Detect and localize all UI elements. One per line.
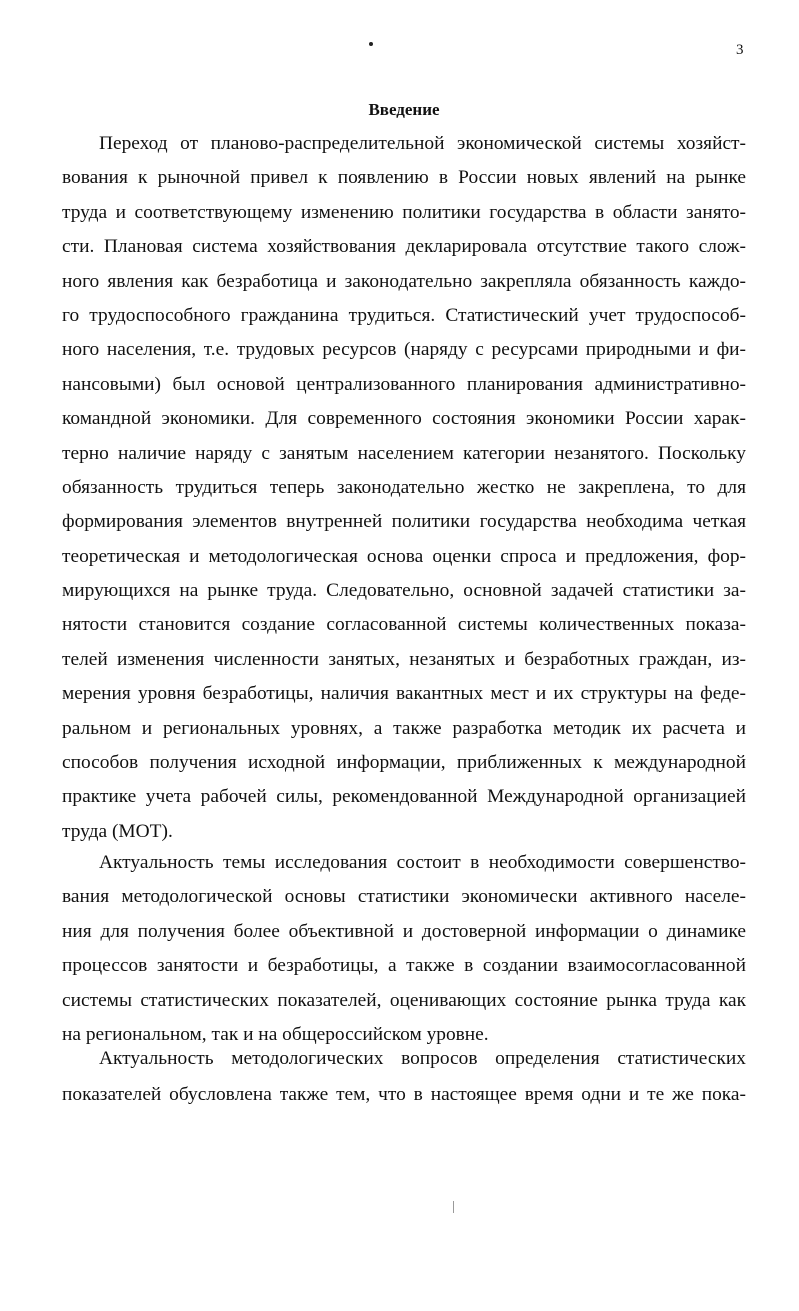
- text-line: вования к рыночной привел к появлению в России новых явлений на рынке: [62, 167, 746, 189]
- text-line: ного населения, т.е. трудовых ресурсов (наряду с ресурсами природными и фи-: [62, 339, 746, 361]
- text-line: ния для получения более объективной и достоверной информации о динамике: [62, 920, 746, 942]
- text-line: нансовыми) был основой централизованного планирования административно-: [62, 373, 746, 395]
- text-line: командной экономики. Для современного состояния экономики России харак-: [62, 408, 746, 430]
- page-title: Введение: [368, 100, 440, 119]
- text-line: нятости становится создание согласованной системы количественных показа-: [62, 614, 746, 636]
- paragraph-methodology: [62, 1041, 746, 1113]
- text-line: процессов занятости и безработицы, а также в создании взаимосогласованной: [62, 955, 746, 977]
- page-number: 3: [736, 42, 744, 58]
- text-line: теоретическая и методологическая основа оценки спроса и предложения, фор-: [62, 545, 746, 567]
- text-line: мерения уровня безработицы, наличия вакантных мест и их структуры на феде-: [62, 683, 746, 705]
- text-line: мирующихся на рынке труда. Следовательно, основной задачей статистики за-: [62, 580, 746, 602]
- text-line: Актуальность темы исследования состоит в необходимости совершенство-: [99, 852, 746, 873]
- text-line: вания методологической основы статистики экономически активного населе-: [62, 886, 746, 908]
- text-line: на региональном, так и на общероссийском уровне.: [62, 1023, 489, 1045]
- text-line: формирования элементов внутренней политики государства необходима четкая: [62, 511, 746, 533]
- text-line: телей изменения численности занятых, незанятых и безработных граждан, из-: [62, 648, 746, 670]
- text-line: терно наличие наряду с занятым населением категории незанятого. Поскольку: [62, 442, 746, 464]
- text-line: системы статистических показателей, оценивающих состояние рынка труда как: [62, 989, 746, 1011]
- paragraph-intro: [62, 127, 746, 849]
- paragraph-relevance: [62, 846, 746, 1052]
- text-line: практике учета рабочей силы, рекомендованной Международной организацией: [62, 786, 746, 808]
- text-line: труда и соответствующему изменению политики государства в области занято-: [62, 201, 746, 223]
- text-line: сти. Плановая система хозяйствования декларировала отсутствие такого слож-: [62, 236, 746, 258]
- scan-artifact-tick: [453, 1201, 454, 1213]
- text-line: ральном и региональных уровнях, а также разработка методик их расчета и: [62, 717, 746, 739]
- text-line: труда (МОТ).: [62, 820, 173, 842]
- scan-artifact-dot: [369, 42, 373, 46]
- text-line: Актуальность методологических вопросов определения статистических: [99, 1048, 746, 1069]
- text-line: ного явления как безработица и законодательно закрепляла обязанность каждо-: [62, 270, 746, 292]
- text-line: го трудоспособного гражданина трудиться. Статистический учет трудоспособ-: [62, 304, 746, 326]
- text-line: Переход от планово-распределительной экономической системы хозяйст-: [99, 133, 746, 154]
- text-line: показателей обусловлена также тем, что в настоящее время одни и те же пока-: [62, 1084, 746, 1105]
- text-line: способов получения исходной информации, приближенных к международной: [62, 752, 746, 774]
- text-line: обязанность трудиться теперь законодательно жестко не закреплена, то для: [62, 476, 746, 498]
